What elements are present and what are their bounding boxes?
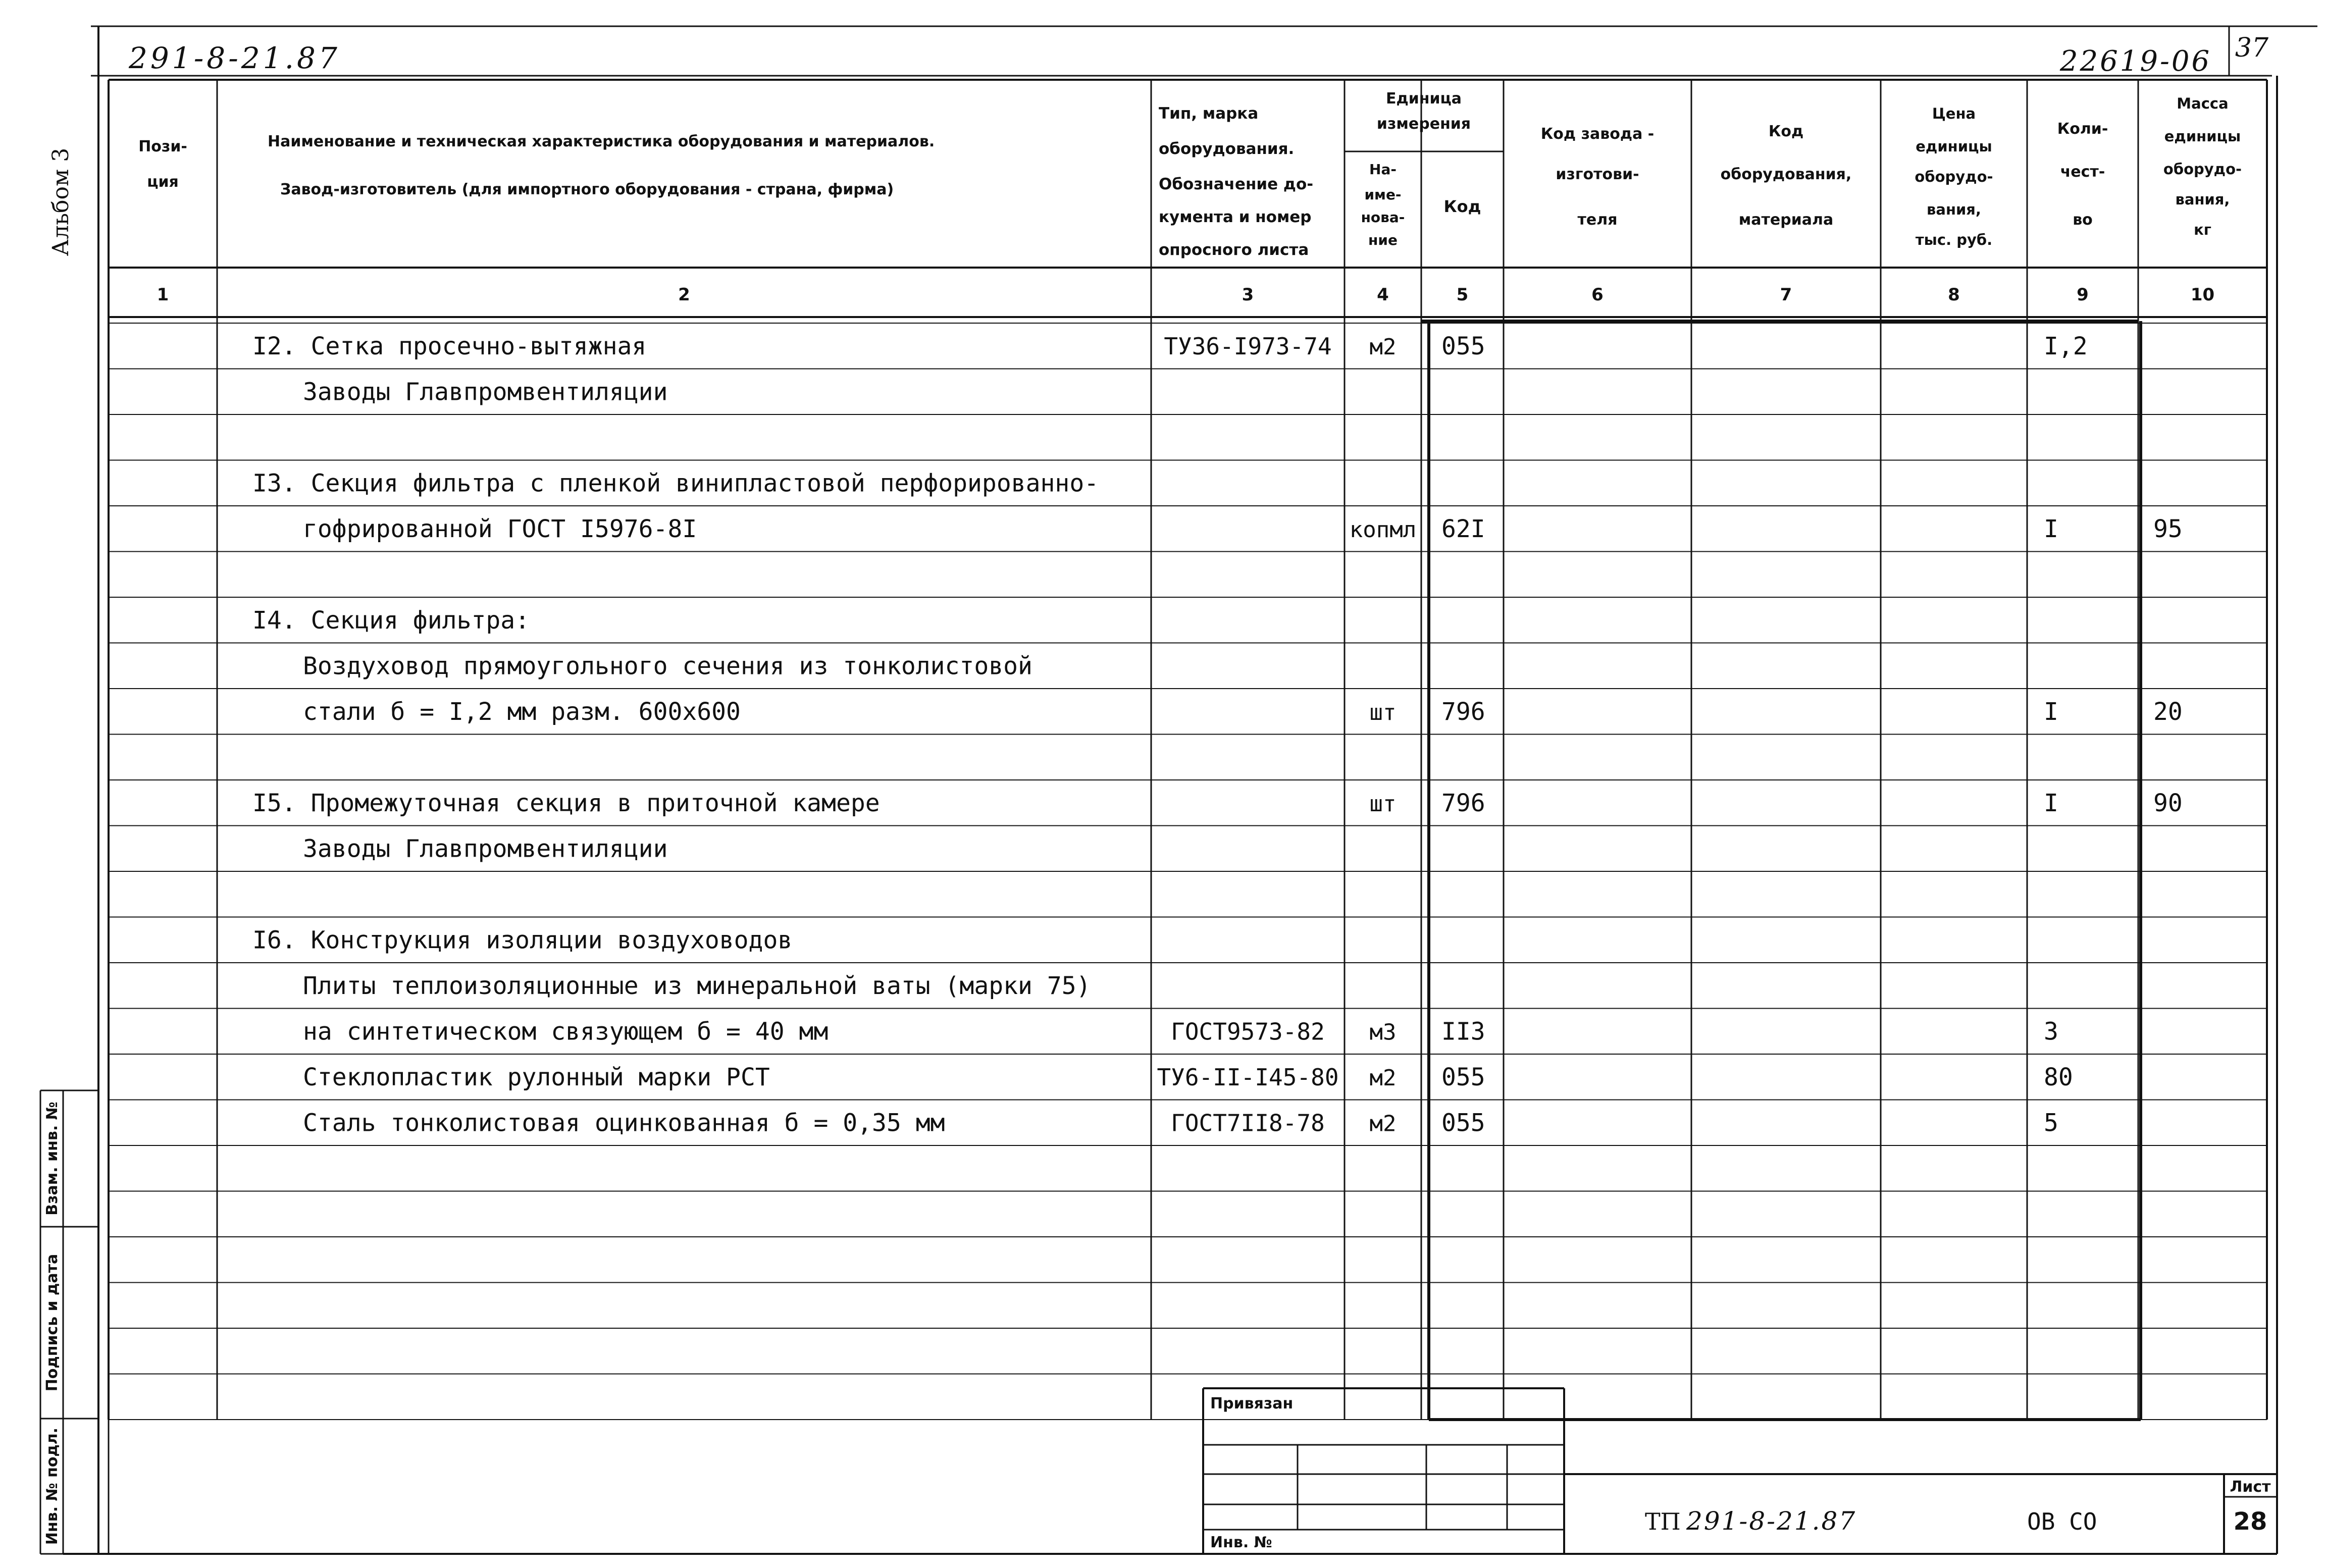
col8-title: оборудо- [1915, 168, 1993, 185]
col6-title: теля [1577, 211, 1618, 229]
doc-number: 291-8-21.87 [1686, 1506, 1857, 1536]
col4-title: ние [1368, 232, 1398, 248]
side-stamp-label: Взам. инв. № [43, 1102, 61, 1216]
side-stamp-label: Подпись и дата [43, 1253, 61, 1392]
col7-title: Код [1768, 123, 1804, 140]
item-name: I2. Сетка просечно-вытяжная [252, 332, 647, 360]
item-qty: 3 [2044, 1017, 2058, 1046]
col6-title: Код завода - [1540, 125, 1655, 143]
item-qty: I [2044, 789, 2058, 817]
col8-title: тыс. руб. [1915, 231, 1993, 248]
item-name: I5. Промежуточная секция в приточной камере [252, 789, 880, 817]
col2-title: Наименование и техническая характеристика оборудования и материалов. [268, 133, 935, 150]
item-qty: I [2044, 515, 2058, 543]
item-mass: 95 [2153, 515, 2183, 543]
col3-title: кумента и номер [1159, 208, 1312, 226]
item-qty: I,2 [2044, 332, 2088, 360]
item-code: 796 [1441, 698, 1485, 726]
item-mass: 90 [2153, 789, 2183, 817]
col7-title: материала [1738, 211, 1834, 229]
item-type: ГОСТ7II8-78 [1171, 1109, 1325, 1137]
item-name: на синтетическом связующем б = 40 мм [303, 1017, 829, 1046]
unit-group-title: измерения [1376, 115, 1471, 133]
column-number: 4 [1377, 285, 1389, 305]
item-unit: м2 [1369, 334, 1397, 360]
col10-title: оборудо- [2163, 161, 2242, 178]
doc-prefix: ТП [1645, 1508, 1681, 1535]
item-unit: шт [1369, 791, 1397, 817]
item-unit: м2 [1369, 1065, 1397, 1091]
col9-title: Коли- [2057, 120, 2108, 138]
item-name: Заводы Главпромвентиляции [303, 834, 668, 863]
item-type: ТУ36-I973-74 [1164, 333, 1332, 360]
item-unit: м3 [1369, 1019, 1397, 1046]
corner-number: 37 [2235, 33, 2269, 63]
col4-title: нова- [1361, 209, 1405, 226]
col2-title: Завод-изготовитель (для импортного оборудования - страна, фирма) [280, 181, 894, 198]
col3-title: оборудования. [1159, 140, 1295, 158]
privyazan-label: Привязан [1210, 1395, 1294, 1413]
col8-title: Цена [1932, 105, 1976, 122]
col6-title: изготови- [1556, 166, 1639, 183]
item-name: Заводы Главпромвентиляции [303, 378, 668, 406]
column-number: 7 [1780, 285, 1792, 305]
column-number: 3 [1242, 285, 1254, 305]
item-code: 055 [1441, 1063, 1485, 1091]
item-code: 796 [1441, 789, 1485, 817]
item-name: стали б = I,2 мм разм. 600х600 [303, 698, 741, 726]
item-qty: 80 [2044, 1063, 2073, 1091]
column-number: 2 [678, 285, 690, 305]
col8-title: единицы [1916, 138, 1992, 155]
section-code: ОВ СО [2027, 1508, 2097, 1535]
column-number: 10 [2190, 285, 2215, 305]
col4-title: име- [1364, 186, 1402, 203]
col10-title: вания, [2175, 191, 2230, 208]
item-type: ГОСТ9573-82 [1171, 1018, 1325, 1046]
col9-title: чест- [2060, 163, 2105, 181]
sheet-number: 28 [2233, 1507, 2267, 1536]
doc-code-right: 22619-06 [2059, 45, 2212, 78]
item-type: ТУ6-II-I45-80 [1157, 1064, 1339, 1091]
item-code: 62I [1441, 515, 1485, 543]
item-name: I3. Секция фильтра с пленкой винипластовой перфорированно- [252, 469, 1099, 498]
doc-code-left: 291-8-21.87 [129, 41, 340, 75]
col9-title: во [2073, 211, 2093, 229]
col8-title: вания, [1927, 201, 1981, 218]
side-stamp-label: Инв. № подл. [43, 1427, 61, 1545]
item-code: 055 [1441, 332, 1485, 360]
inv-no-label: Инв. № [1210, 1534, 1272, 1551]
item-unit: м2 [1369, 1111, 1397, 1137]
item-name: Стеклопластик рулонный марки РСТ [303, 1063, 770, 1091]
col10-title: Масса [2177, 95, 2229, 112]
item-name: I4. Секция фильтра: [252, 606, 530, 635]
album-label: Альбом 3 [48, 147, 74, 256]
col3-title: Тип, марка [1159, 104, 1259, 123]
column-number: 5 [1456, 285, 1469, 305]
item-unit: копмл [1349, 517, 1417, 543]
item-name: Сталь тонколистовая оцинкованная б = 0,35 мм [303, 1109, 945, 1137]
column-number: 8 [1948, 285, 1960, 305]
col10-title: кг [2194, 221, 2211, 238]
item-code: II3 [1441, 1017, 1485, 1046]
col3-title: Обозначение до- [1159, 175, 1314, 193]
col1-title: ция [147, 173, 179, 191]
column-number: 9 [2077, 285, 2089, 305]
item-name: гофрированной ГОСТ I5976-8I [303, 515, 697, 543]
item-name: I6. Конструкция изоляции воздуховодов [252, 926, 793, 955]
col3-title: опросного листа [1159, 241, 1309, 259]
col7-title: оборудования, [1720, 166, 1852, 183]
item-qty: 5 [2044, 1109, 2058, 1137]
item-qty: I [2044, 698, 2058, 726]
item-name: Воздуховод прямоугольного сечения из тонколистовой [303, 652, 1032, 681]
col5-title: Код [1443, 197, 1481, 216]
col4-title: На- [1369, 161, 1397, 178]
item-name: Плиты теплоизоляционные из минеральной ваты (марки 75) [303, 972, 1091, 1000]
item-mass: 20 [2153, 698, 2183, 726]
column-number: 1 [157, 285, 169, 305]
item-unit: шт [1369, 700, 1397, 725]
item-code: 055 [1441, 1109, 1485, 1137]
unit-group-title: Единица [1386, 90, 1462, 108]
column-number: 6 [1591, 285, 1604, 305]
col10-title: единицы [2164, 128, 2241, 145]
col1-title: Пози- [138, 138, 187, 155]
sheet-label: Лист [2230, 1478, 2271, 1496]
